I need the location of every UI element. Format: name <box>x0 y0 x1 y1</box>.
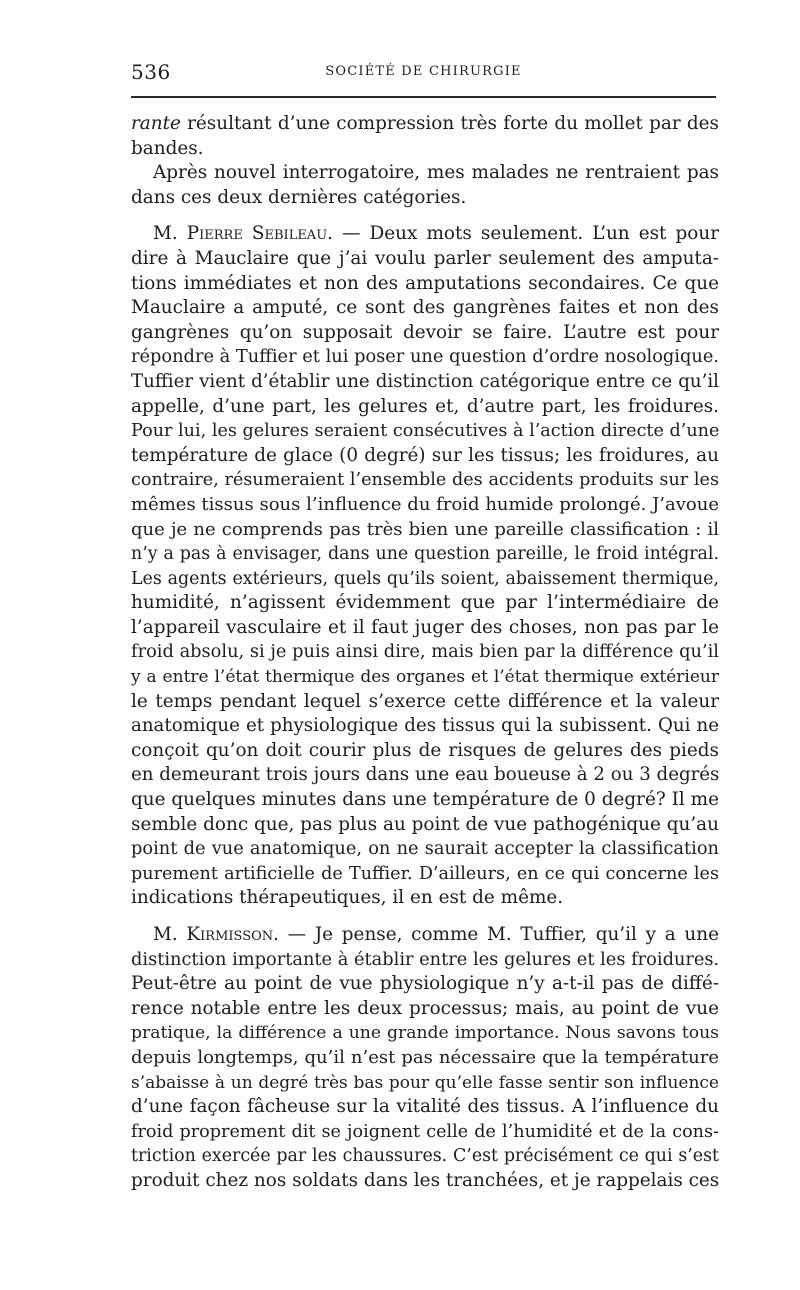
text-line: distinction importante à établir entre les gelures et les froidures. <box>131 948 720 970</box>
text-line: le temps pendant lequel s’exerce cette différence et la valeur <box>131 690 719 712</box>
text-line <box>131 923 719 948</box>
text-line: froid absolu, si je puis ainsi dire, mais bien par la différence qu’il <box>131 641 719 663</box>
text-line: semble donc que, pas plus au point de vue pathogénique qu’au <box>131 813 719 835</box>
text-line: contraire, résumeraient l’ensemble des accidents produits sur les <box>131 470 719 491</box>
paragraph-gap <box>131 911 719 923</box>
text-line: Peut-être au point de vue physiologique n’y a-t-il pas de diffé- <box>131 973 719 995</box>
text-run: M. <box>153 223 187 245</box>
text-line: que quelques minutes dans une température de 0 degré? Il me <box>131 789 719 811</box>
text-line: Les agents extérieurs, quels qu’ils soient, abaissement thermique, <box>131 568 719 589</box>
text-line: produit chez nos soldats dans les tranchées, et je rappelais ces <box>131 1169 720 1191</box>
page-number: 536 <box>131 60 171 84</box>
text-line: en demeurant trois jours dans une eau boueuse à 2 ou 3 degrés <box>131 764 720 786</box>
text-line: depuis longtemps, qu’il n’est pas nécessaire que la température <box>131 1046 719 1068</box>
text-line: indications thérapeutiques, il en est de même. <box>131 887 564 909</box>
text-line: température de glace (0 degré) sur les tissus; les froidures, au <box>131 444 719 466</box>
text-line <box>131 112 719 137</box>
text-line: anatomique et physiologique des tissus qui la subissent. Qui ne <box>131 715 719 737</box>
text-run: . — Je pense, comme M. Tuffier, qu’il y a une <box>273 924 719 945</box>
text-line: purement artificielle de Tuffier. D’ailleurs, en ce qui concerne les <box>131 863 719 884</box>
paragraph-gap <box>131 210 719 222</box>
text-run: . — Deux mots seulement. L’un est pour <box>327 223 719 245</box>
text-line: tions immédiates et non des amputations secondaires. Ce que <box>131 272 719 294</box>
text-line: dans ces deux dernières catégories. <box>131 186 467 208</box>
header-rule <box>131 96 716 98</box>
text-line: pratique, la différence a une grande importance. Nous savons tous <box>131 1023 719 1044</box>
text-line: mêmes tissus sous l’influence du froid humide prolongé. J’avoue <box>131 493 719 515</box>
italic-word: rante <box>131 113 181 134</box>
text-line: n’y a pas à envisager, dans une question pareille, le froid intégral. <box>131 544 719 565</box>
text-line: y a entre l’état thermique des organes et l’état thermique extérieur <box>131 667 719 688</box>
text-line <box>131 222 719 247</box>
journal-title: SOCIÉTÉ DE CHIRURGIE <box>325 64 522 79</box>
text-line: rence notable entre les deux processus; mais, au point de vue <box>131 997 719 1019</box>
body-text <box>131 112 719 1194</box>
text-run: M. <box>153 924 187 945</box>
text-line: appelle, d’une part, les gelures et, d’autre part, les froidures. <box>131 395 719 417</box>
running-head <box>131 60 716 84</box>
speaker-name: Kirmisson <box>186 924 274 945</box>
text-line: Après nouvel interrogatoire, mes malades ne rentraient pas <box>153 162 719 184</box>
text-line: point de vue anatomique, on ne saurait accepter la classification <box>131 838 719 860</box>
text-line: conçoit qu’on doit courir plus de risques de gelures des pieds <box>131 739 719 761</box>
text-line: s’abaisse à un degré très bas pour qu’elle fasse sentir son influence <box>131 1072 719 1093</box>
text-line: humidité, n’agissent évidemment que par l’intermédiaire de <box>131 592 719 614</box>
text-line: froid proprement dit se joignent celle de l’humidité et de la cons- <box>131 1121 719 1142</box>
text-line: Mauclaire a amputé, ce sont des gangrènes faites et non des <box>131 297 719 319</box>
text-line: Tuffier vient d’établir une distinction catégorique entre ce qu’il <box>131 370 719 392</box>
text-line: l’appareil vasculaire et il faut juger des choses, non pas par le <box>131 616 719 638</box>
text-line: triction exercée par les chaussures. C’est précisément ce qui s’est <box>131 1146 719 1167</box>
text-run: résultant d’une compression très forte du mollet par des <box>180 113 719 134</box>
text-line: Pour lui, les gelures seraient consécutives à l’action directe d’une <box>131 421 720 442</box>
text-line: que je ne comprends pas très bien une pareille classification : il <box>131 518 719 540</box>
speaker-name: Pierre Sebileau <box>186 223 328 245</box>
text-line: d’une façon fâcheuse sur la vitalité des tissus. A l’influence du <box>131 1096 719 1118</box>
text-line: répondre à Tuffier et lui poser une question d’ordre nosologique. <box>131 346 719 368</box>
text-line: bandes. <box>131 137 204 159</box>
text-line: dire à Mauclaire que j’ai voulu parler seulement des amputa- <box>131 247 719 269</box>
text-line: gangrènes qu’on supposait devoir se faire. L’autre est pour <box>131 321 719 343</box>
